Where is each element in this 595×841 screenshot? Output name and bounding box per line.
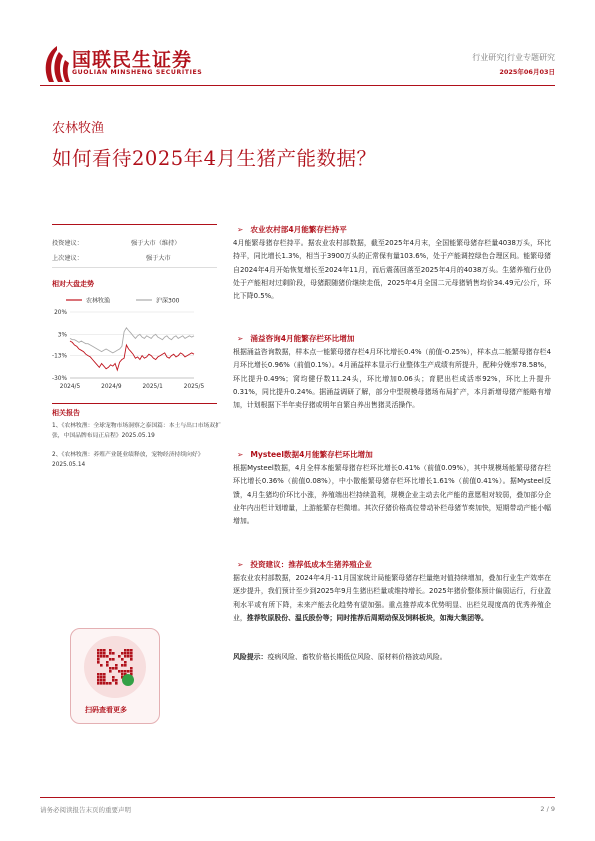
header-divider bbox=[40, 85, 555, 86]
sidebar-divider bbox=[52, 267, 217, 268]
x-tick-label: 2025/1 bbox=[142, 384, 163, 390]
y-tick-label: 3% bbox=[57, 332, 67, 339]
arrow-right-icon: ➢ bbox=[237, 225, 244, 234]
y-tick-label: -30% bbox=[52, 376, 67, 382]
prev-rating-value: 强于大市 bbox=[146, 255, 171, 262]
sidebar-divider-2 bbox=[52, 403, 217, 404]
chart-heading: 相对大盘走势 bbox=[52, 280, 94, 288]
qr-code-icon bbox=[83, 635, 147, 699]
series-line-1 bbox=[70, 328, 194, 353]
footer-disclaimer: 请务必阅读报告末页的重要声明 bbox=[40, 806, 131, 814]
brand-name-en: GUOLIAN MINSHENG SECURITIES bbox=[72, 69, 203, 76]
risk-note bbox=[233, 651, 551, 664]
section-1-body: 4月能繁母猪存栏持平。据农业农村部数据，截至2025年4月末，全国能繁母猪存栏量4038万头，环比持平，同比增长1.3%，相当于3900万头的正常保有量103.6%，处于产能调控绿色合理区间。能繁母猪自2024年4月开始恢复增长至2024年11月，而后震荡回落至2025年4月的4038万头。生猪养殖行业仍处于产能相对过剩阶段，母猪跟随猪价继续走低，2025年4月全国二元母猪销售均价34.49元/公斤，环比下降0.5%。 bbox=[233, 239, 551, 301]
x-tick-label: 2024/9 bbox=[101, 384, 122, 390]
section-2-heading: ➢ 涌益咨询4月能繁存栏环比增加 bbox=[237, 334, 355, 343]
related-report-2[interactable]: 2、《农林牧渔：养殖产业链业绩释放，宠物经济持续向好》2025.05.14 bbox=[52, 452, 204, 468]
risk-label: 风险提示： bbox=[233, 653, 268, 661]
arrow-right-icon: ➢ bbox=[237, 450, 244, 459]
section-4-heading: ➢ 投资建议：推荐低成本生猪养殖企业 bbox=[237, 560, 372, 569]
rating-value: 强于大市（维持） bbox=[131, 240, 181, 247]
section-3-heading: ➢ Mysteel数据4月能繁存栏环比增加 bbox=[237, 450, 373, 459]
risk-text: 疫病风险、畜牧价格长期低位风险、原材料价格波动风险。 bbox=[267, 653, 447, 661]
sector-label: 农林牧渔 bbox=[52, 121, 105, 136]
relative-performance-chart bbox=[48, 292, 205, 396]
report-type: 行业研究|行业专题研究 bbox=[472, 53, 555, 62]
brand-name: 国联民生证券 bbox=[72, 49, 193, 71]
arrow-right-icon: ➢ bbox=[237, 334, 244, 343]
qr-code-frame[interactable] bbox=[70, 628, 160, 724]
legend-label-0: 农林牧渔 bbox=[86, 297, 111, 305]
section-1-heading: ➢ 农业农村部4月能繁存栏持平 bbox=[237, 225, 347, 234]
related-report-1[interactable]: 1、《农林牧渔：全球宠物市场洞察之泰国篇：本土与出口市场双扩张，中国品牌布局正启程》2025.05.19 bbox=[52, 423, 221, 439]
brand-logo-icon bbox=[40, 44, 74, 84]
page-title: 如何看待2025年4月生猪产能数据？ bbox=[52, 147, 377, 170]
section-4-body bbox=[233, 572, 551, 625]
legend-label-1: 沪深300 bbox=[156, 297, 180, 305]
x-tick-label: 2024/5 bbox=[59, 384, 81, 390]
report-date: 2025年06月03日 bbox=[499, 68, 555, 76]
investment-body: 据农业农村部数据，2024年4月-11月国家统计局能繁母猪存栏量绝对值持续增加，叠加行业生产效率在逐步提升，我们预计至少到2025年9月生猪出栏量或维持增长。2025年猪价整体预计偏弱运行，行业盈利水平或有所下降，未来产能去化趋势有望加强。重点推荐成本优势明显、出栏兑现度高的优秀养殖企业， bbox=[233, 574, 551, 622]
investment-recommendation: 推荐牧原股份、温氏股份等；同时推荐后周期动保及饲料板块，如海大集团等。 bbox=[246, 613, 488, 622]
related-heading: 相关报告 bbox=[52, 409, 80, 417]
sidebar-top-divider bbox=[52, 224, 217, 225]
prev-rating-label: 上次建议： bbox=[52, 255, 83, 262]
rating-label: 投资建议： bbox=[52, 240, 83, 247]
y-tick-label: 20% bbox=[54, 310, 67, 316]
footer-divider bbox=[40, 797, 555, 798]
qr-caption: 扫码查看更多 bbox=[85, 706, 127, 714]
page-number: 2 / 9 bbox=[540, 805, 555, 813]
y-tick-label: -13% bbox=[52, 353, 67, 360]
section-2-body: 根据涌益咨询数据，样本点一能繁母猪存栏4月环比增长0.4%（前值-0.25%），样本点二能繁母猪存栏4月环比增长0.96%（前值0.1%）。4月涌益样本显示行业整体生产成绩有所提升，配种分娩率78.58%，环比提升0.49%；窝均健仔数11.24头，环比增加0.06头；育肥出栏成活率92%，环比上升提升0.31%，同比提升0.24%。据涌益调研了解，部分中型规模母猪场布局扩产，本月新增母猪产能略有增加，计划根据下半年卖仔猪或明年自繁自养出售猪灵活操作。 bbox=[233, 348, 551, 410]
section-3-body: 根据Mysteel数据，4月全样本能繁母猪存栏环比增长0.41%（前值0.09%），其中规模场能繁母猪存栏环比增长0.36%（前值0.08%），中小散能繁母猪存栏环比增长1.61%（前值0.41%）。据Mysteel反馈，4月生猪均价环比小涨，养殖端出栏持续盈利，规模企业主动去化产能的意愿相对较弱，叠加部分企业年内出栏计划增量，上游能繁存栏微增。其次仔猪价格高位带动补栏母猪节奏加快，短期带动产能小幅增加。 bbox=[233, 464, 551, 526]
x-tick-label: 2025/5 bbox=[183, 384, 205, 390]
arrow-right-icon: ➢ bbox=[237, 560, 244, 569]
